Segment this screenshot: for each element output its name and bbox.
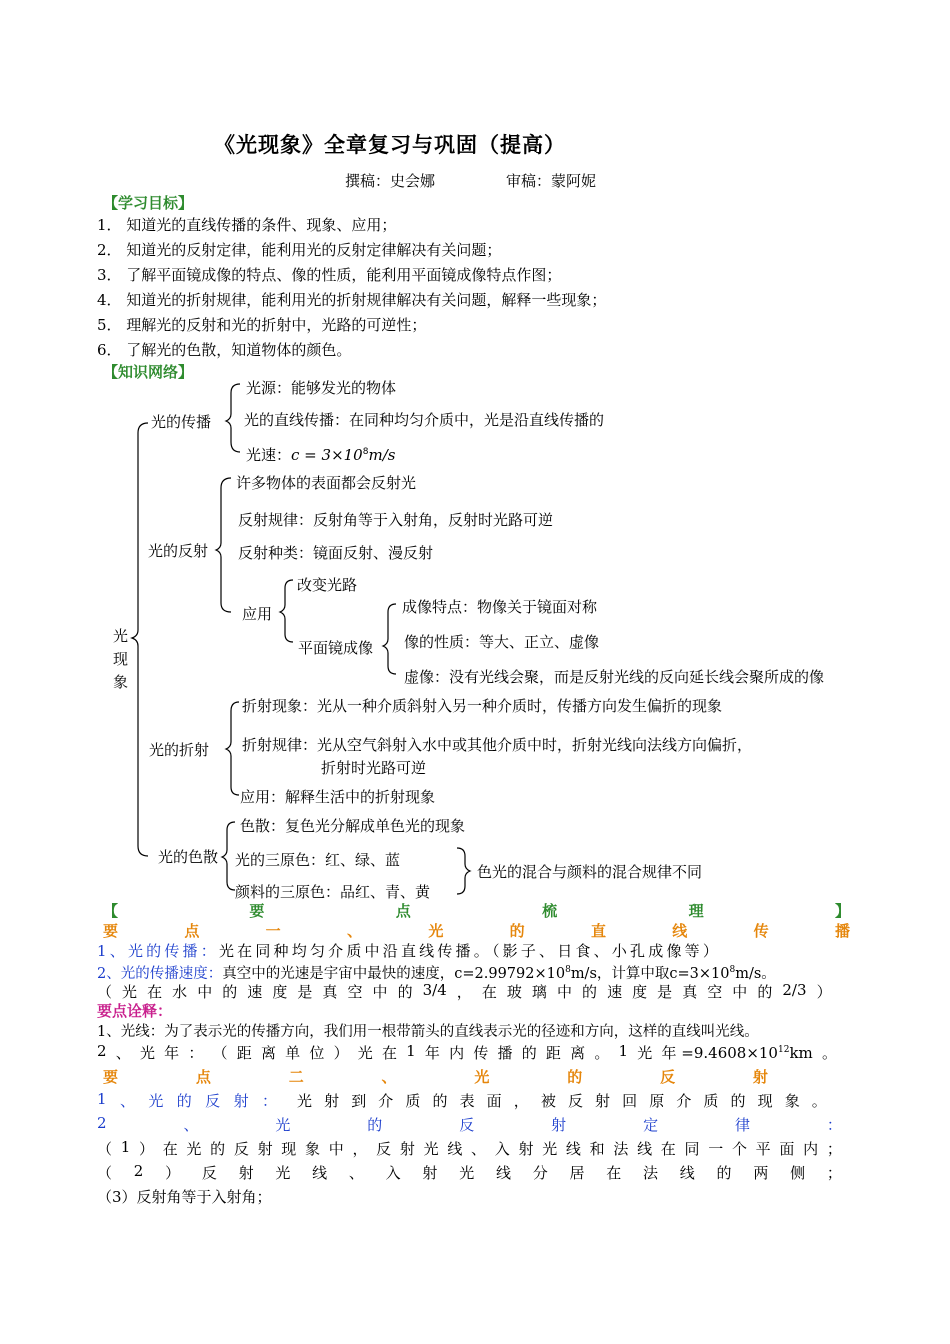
point1-line3: （ 光 在 水 中 的 速 度 是 真 空 中 的 3/4 ， 在 玻 璃 中 的 速 度 是 真 空 中 的 2/3 ） [97,981,832,1001]
light-ray-def: 1、光线：为了表示光的传播方向，我们用一根带箭头的直线表示光的径迹和方向，这样的直线叫光线。 [97,1024,759,1040]
author: 撰稿：史会娜 [345,172,436,190]
mirror-feature: 成像特点：物像关于镜面对称 [402,598,598,616]
dispersion-def: 色散：复色光分解成单色光的现象 [240,817,466,835]
plane-mirror: 平面镜成像 [298,639,374,657]
point1-line1 [97,940,850,961]
reflection-app: 应用 [242,605,273,623]
point1-line2: 2、光的传播速度：真空中的光速是宇宙中最快的速度，$c=2.99792\times 10^8m/s$，计算中取$c=3\times 10^8m/s$。 [97,965,776,982]
goal-item: 3． 了解平面镜成像的特点、像的性质，能利用平面镜成像特点作图； [97,266,562,284]
goal-item: 6． 了解光的色散，知道物体的颜色。 [97,341,352,359]
root-label-2: 现 [113,650,129,668]
reflection-law: 反射规律：反射角等于入射角，反射时光路可逆 [238,511,554,529]
network-heading: 【知识网络】 [103,363,194,381]
speed-prefix: 光速： [246,446,292,464]
speed-formula: c = 3×10 [291,446,363,464]
point2-line1: 1 、 光 的 反 射 ： 光 射 到 介 质 的 表 面 ， 被 反 射 回 原 介 质 的 现 象 。 [97,1090,827,1110]
sorting-heading: 【 要 点 梳 理 】 [103,902,850,920]
root-label-3: 象 [113,673,129,691]
refraction-label: 光的折射 [149,741,210,759]
point2-clause2: （ 2 ） 反 射 光 线 、 入 射 光 线 分 居 在 法 线 的 两 侧 ； [97,1162,842,1182]
straight-line-propagation: 光的直线传播：在同种均匀介质中，光是沿直线传播的 [244,411,605,429]
propagation-label: 光的传播 [151,413,212,431]
point2-heading: 要 点 二 、 光 的 反 射 [103,1068,768,1086]
point2-line2: 2 、 光 的 反 射 定 律 ： [97,1114,842,1134]
mixing-note: 色光的混合与颜料的混合规律不同 [477,863,703,881]
reviewer: 审稿：蒙阿妮 [506,172,597,190]
goal-item: 4． 知道光的折射规律，能利用光的折射规律解决有关问题，解释一些现象； [97,291,607,309]
point2-clause3: （3）反射角等于入射角； [97,1188,272,1206]
virtual-image: 虚像：没有光线会聚，而是反射光线的反向延长线会聚所成的像 [404,668,825,686]
point1-heading: 要 点 一 、 光 的 直 线 传 播 [103,922,850,940]
mirror-nature: 像的性质：等大、正立、虚像 [404,633,600,651]
explain-heading: 要点诠释： [97,1002,173,1020]
reflection-label: 光的反射 [148,542,209,560]
speed-exp: 8 [362,447,369,457]
goal-item: 1． 知道光的直线传播的条件、现象、应用； [97,216,397,234]
p1-l1-label: 1、光的传播： [97,942,219,960]
point2-clause1: （ 1 ） 在 光 的 反 射 现 象 中 ， 反 射 光 线 、 入 射 光 线 和 法 线 在 同 一 个 平 面 内 ； [97,1138,842,1158]
goals-heading: 【学习目标】 [103,194,194,212]
goal-item: 2． 知道光的反射定律，能利用光的反射定律解决有关问题； [97,241,502,259]
refraction-law: 折射规律：光从空气斜射入水中或其他介质中时，折射光线向法线方向偏折， [242,736,753,754]
goal-item: 5． 理解光的反射和光的折射中，光路的可逆性； [97,316,427,334]
refraction-phenomenon: 折射现象：光从一种介质斜射入另一种介质时，传播方向发生偏折的现象 [242,697,723,715]
p1-l1-text: 光在同种均匀介质中沿直线传播。（影子、日食、小孔成像等） [218,942,722,960]
reflection-many: 许多物体的表面都会反射光 [236,474,417,492]
light-year-def: 2 、 光 年 ： （ 距 离 单 位 ） 光 在 1 年 内 传 播 的 距 离 。 1 光 年 $=9.4608\times 10^{12}km$ 。 [97,1042,837,1062]
change-light-path: 改变光路 [297,576,358,594]
light-source: 光源：能够发光的物体 [246,379,397,397]
dispersion-label: 光的色散 [158,848,219,866]
root-label-1: 光 [113,627,129,645]
pigment-primary: 颜料的三原色：品红、青、黄 [235,883,431,901]
reflection-kinds: 反射种类：镜面反射、漫反射 [238,544,434,562]
page-title: 《光现象》全章复习与巩固（提高） [214,132,566,157]
light-speed [246,444,395,465]
light-primary: 光的三原色：红、绿、蓝 [235,851,401,869]
speed-unit: m/s [368,446,396,464]
refraction-app: 应用：解释生活中的折射现象 [240,788,436,806]
refraction-law-cont: 折射时光路可逆 [321,759,427,777]
